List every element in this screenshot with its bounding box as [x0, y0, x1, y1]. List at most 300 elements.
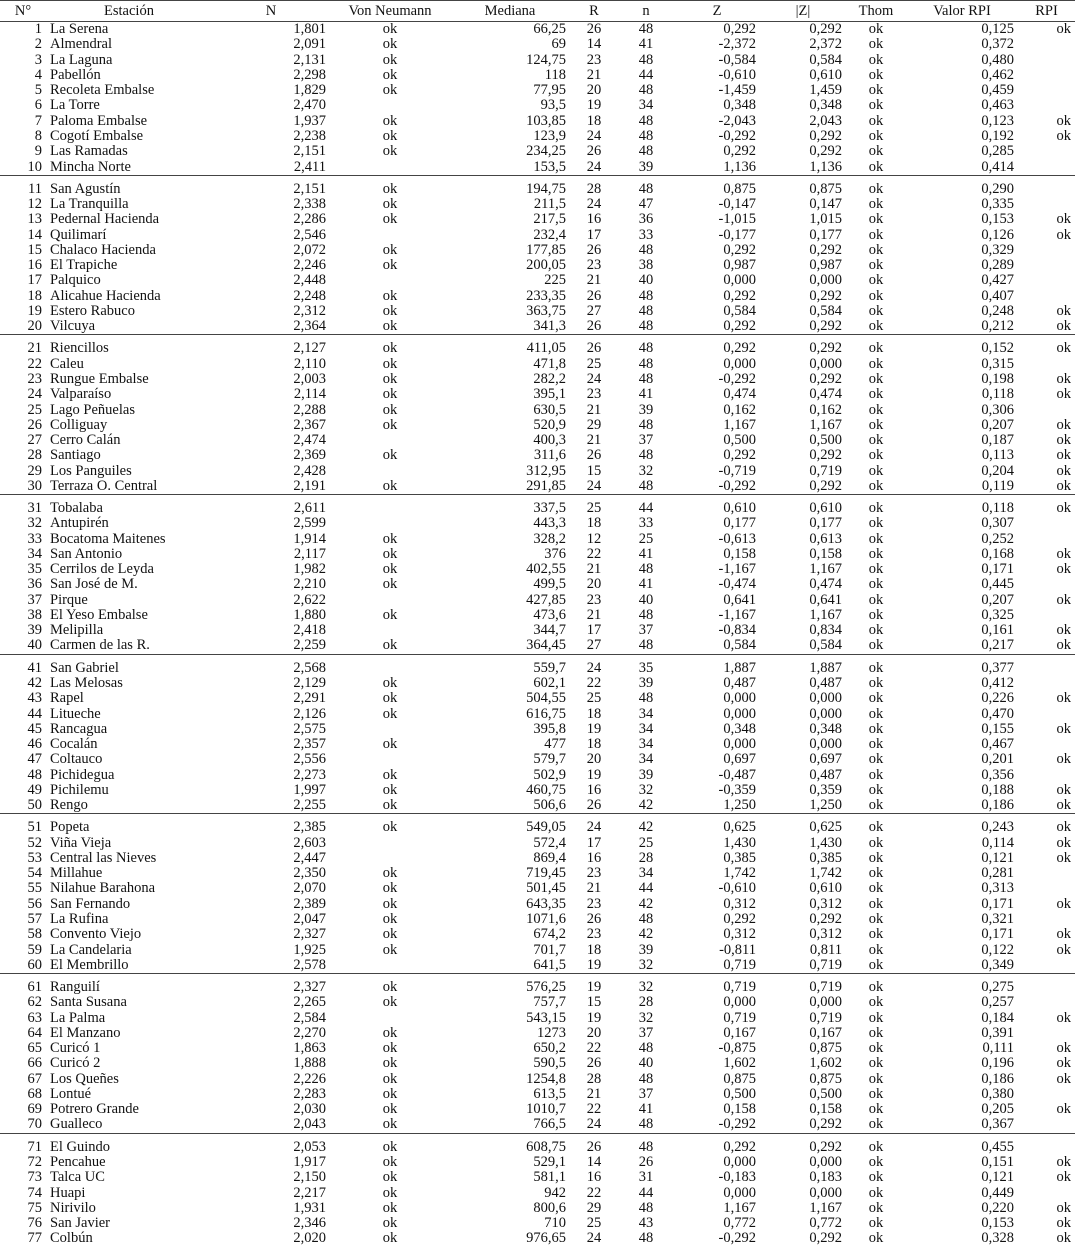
- abs-z-value: 0,000: [809, 690, 842, 707]
- row-number: 10: [27, 158, 42, 175]
- row-number: 1: [34, 21, 42, 38]
- thom-result: ok: [868, 606, 884, 623]
- thom-result: ok: [868, 994, 884, 1011]
- rpi-result: [1018, 83, 1075, 98]
- n-value: 2,411: [293, 158, 326, 175]
- station-name: Nilahue Barahona: [50, 880, 156, 897]
- abs-z-value: 0,312: [809, 895, 842, 912]
- r-value: 17: [586, 226, 602, 243]
- abs-z-value: 0,177: [809, 226, 842, 243]
- n-count: 48: [638, 241, 654, 258]
- mediana-value: 411,05: [450, 335, 570, 357]
- z-value: 0,584: [723, 302, 756, 319]
- r-value: 14: [586, 1153, 602, 1170]
- row-number: 44: [27, 705, 42, 722]
- mediana-value: 232,4: [533, 226, 566, 243]
- valor-rpi: 0,184: [981, 1009, 1014, 1026]
- table-row: [0, 159, 1075, 175]
- abs-z-value: 0,000: [809, 736, 842, 753]
- von-neumann-result: ok: [382, 1184, 398, 1201]
- station-name: La Rufina: [50, 911, 109, 927]
- valor-rpi: 0,171: [981, 926, 1014, 943]
- thom-result: ok: [868, 1101, 884, 1118]
- von-neumann-result: ok: [382, 370, 398, 387]
- table-row: [0, 387, 1075, 402]
- valor-rpi: 0,329: [981, 241, 1014, 258]
- rpi-result: [1018, 676, 1075, 691]
- mediana-value: 1254,8: [526, 1070, 566, 1087]
- rpi-result: ok: [1056, 1009, 1071, 1026]
- header-z: Z: [674, 1, 760, 22]
- rpi-result: ok: [1056, 370, 1071, 387]
- von-neumann-result: ok: [382, 911, 398, 927]
- n-value: 2,150: [293, 1169, 326, 1186]
- abs-z-value: 0,348: [809, 720, 842, 737]
- row-number: 69: [27, 1101, 42, 1118]
- table-row: [0, 83, 1075, 98]
- rpi-result: [1018, 881, 1075, 896]
- r-value: 23: [586, 926, 602, 943]
- table-row: [0, 1072, 1075, 1087]
- rpi-result: [1018, 912, 1075, 927]
- n-value: 1,801: [293, 21, 326, 38]
- z-value: -0,292: [718, 477, 756, 494]
- row-number: 61: [0, 973, 46, 995]
- station-name: Carmen de las R.: [50, 637, 150, 654]
- valor-rpi: 0,171: [981, 895, 1014, 912]
- n-value: 2,273: [293, 766, 326, 783]
- n-count: 32: [618, 973, 674, 995]
- mediana-value: 579,7: [533, 751, 566, 768]
- von-neumann-result: [330, 433, 450, 448]
- n-count: 42: [638, 797, 654, 814]
- mediana-value: 177,85: [526, 241, 566, 258]
- station-name: Curicó 1: [50, 1040, 101, 1057]
- abs-z-value: 0,474: [809, 576, 842, 593]
- r-value: 18: [586, 941, 602, 958]
- valor-rpi: 0,119: [981, 477, 1014, 494]
- mediana-value: 504,55: [526, 690, 566, 707]
- station-name: Alicahue Hacienda: [50, 287, 161, 304]
- von-neumann-result: [330, 494, 450, 516]
- table-row: [0, 197, 1075, 212]
- rpi-result: [1018, 706, 1075, 721]
- table-row: [0, 516, 1075, 531]
- thom-result: ok: [868, 370, 884, 387]
- row-number: 20: [27, 318, 42, 335]
- abs-z-value: 0,875: [809, 1070, 842, 1087]
- n-count: 34: [638, 97, 654, 114]
- von-neumann-result: ok: [382, 1040, 398, 1057]
- von-neumann-result: ok: [382, 66, 398, 83]
- valor-rpi: 0,307: [981, 515, 1014, 532]
- n-count: 48: [638, 561, 654, 578]
- von-neumann-result: ok: [382, 401, 398, 418]
- thom-result: ok: [868, 211, 884, 228]
- mediana-value: 234,25: [526, 143, 566, 160]
- r-value: 20: [586, 751, 602, 768]
- station-name: El Guindo: [46, 1133, 212, 1155]
- r-value: 20: [586, 82, 602, 99]
- thom-result: ok: [868, 82, 884, 99]
- n-count: 25: [638, 530, 654, 547]
- n-count: 34: [638, 736, 654, 753]
- r-value: 28: [570, 175, 618, 197]
- thom-result: ok: [868, 956, 884, 973]
- r-value: 26: [586, 287, 602, 304]
- r-value: 16: [586, 781, 602, 798]
- thom-result: ok: [868, 1024, 884, 1041]
- abs-z-value: 0,719: [760, 973, 846, 995]
- von-neumann-result: ok: [382, 637, 398, 654]
- n-count: 39: [638, 158, 654, 175]
- von-neumann-result: ok: [330, 814, 450, 836]
- station-name: San Fernando: [50, 895, 131, 912]
- r-value: 24: [570, 814, 618, 836]
- n-count: 42: [638, 926, 654, 943]
- n-value: 2,346: [293, 1215, 326, 1232]
- row-number: 48: [27, 766, 42, 783]
- n-count: 44: [618, 494, 674, 516]
- row-number: 35: [27, 561, 42, 578]
- row-number: 66: [27, 1055, 42, 1072]
- n-count: 48: [638, 416, 654, 433]
- thom-result: ok: [868, 637, 884, 654]
- valor-rpi: 0,367: [981, 1116, 1014, 1133]
- abs-z-value: 1,459: [809, 82, 842, 99]
- station-name: Rancagua: [50, 720, 108, 737]
- abs-z-value: 0,292: [809, 477, 842, 494]
- thom-result: ok: [868, 1116, 884, 1133]
- rpi-result: [1018, 866, 1075, 881]
- abs-z-value: 0,292: [809, 447, 842, 464]
- station-name: Coltauco: [50, 751, 103, 768]
- von-neumann-result: ok: [382, 447, 398, 464]
- z-value: 0,292: [723, 318, 756, 335]
- mediana-value: 650,2: [533, 1040, 566, 1057]
- von-neumann-result: ok: [382, 545, 398, 562]
- rpi-result: [1018, 1185, 1075, 1200]
- valor-rpi: 0,198: [981, 370, 1014, 387]
- r-value: 21: [586, 432, 602, 449]
- rpi-result: ok: [1056, 318, 1071, 335]
- n-value: 1,931: [293, 1199, 326, 1216]
- table-row: [0, 402, 1075, 417]
- station-name: San Agustín: [46, 175, 212, 197]
- station-name: Viña Vieja: [50, 834, 112, 851]
- thom-result: ok: [868, 736, 884, 753]
- von-neumann-result: ok: [382, 1199, 398, 1216]
- r-value: 16: [586, 1169, 602, 1186]
- mediana-value: 194,75: [450, 175, 570, 197]
- abs-z-value: 0,183: [809, 1169, 842, 1186]
- rpi-result: ok: [1056, 1055, 1071, 1072]
- r-value: 26: [586, 318, 602, 335]
- z-value: 0,292: [674, 335, 760, 357]
- n-count: 28: [638, 849, 654, 866]
- r-value: 18: [586, 515, 602, 532]
- r-value: 22: [586, 675, 602, 692]
- r-value: 14: [586, 36, 602, 53]
- r-value: 24: [586, 370, 602, 387]
- table-row: [0, 1056, 1075, 1071]
- n-value: 2,288: [293, 401, 326, 418]
- valor-rpi: 0,151: [981, 1153, 1014, 1170]
- z-value: 0,000: [723, 690, 756, 707]
- valor-rpi: 0,153: [981, 211, 1014, 228]
- r-value: 19: [586, 956, 602, 973]
- z-value: 0,719: [723, 1009, 756, 1026]
- z-value: 0,000: [723, 272, 756, 289]
- von-neumann-result: [330, 836, 450, 851]
- von-neumann-result: ok: [382, 21, 398, 38]
- r-value: 27: [586, 302, 602, 319]
- thom-result: ok: [868, 257, 884, 274]
- mediana-value: 630,5: [533, 401, 566, 418]
- r-value: 21: [586, 606, 602, 623]
- table-row: [0, 53, 1075, 68]
- abs-z-value: 0,487: [809, 675, 842, 692]
- rpi-result: ok: [1056, 834, 1071, 851]
- thom-result: ok: [868, 675, 884, 692]
- mediana-value: 976,65: [526, 1230, 566, 1247]
- station-name: Las Ramadas: [50, 143, 128, 160]
- row-number: 60: [27, 956, 42, 973]
- abs-z-value: 0,167: [809, 1024, 842, 1041]
- von-neumann-result: ok: [382, 530, 398, 547]
- station-name: Rapel: [50, 690, 84, 707]
- valor-rpi: 0,186: [981, 1070, 1014, 1087]
- thom-result: ok: [868, 477, 884, 494]
- table-row: [0, 608, 1075, 623]
- n-value: 2,259: [293, 637, 326, 654]
- von-neumann-result: ok: [382, 797, 398, 814]
- rpi-result: ok: [1056, 781, 1071, 798]
- n-value: 1,997: [293, 781, 326, 798]
- n-count: 48: [618, 175, 674, 197]
- von-neumann-result: [330, 654, 450, 676]
- mediana-value: 501,45: [526, 880, 566, 897]
- row-number: 68: [27, 1085, 42, 1102]
- valor-rpi: 0,281: [981, 865, 1014, 882]
- von-neumann-result: ok: [382, 895, 398, 912]
- abs-z-value: 1,167: [809, 561, 842, 578]
- r-value: 26: [586, 1055, 602, 1072]
- station-name: San Antonio: [50, 545, 123, 562]
- z-value: 0,000: [723, 1184, 756, 1201]
- thom-result: ok: [868, 911, 884, 927]
- rpi-result: [1018, 68, 1075, 83]
- mediana-value: 395,1: [533, 386, 566, 403]
- table-row: [0, 836, 1075, 851]
- z-value: 0,292: [723, 241, 756, 258]
- mediana-value: 590,5: [533, 1055, 566, 1072]
- thom-result: ok: [868, 1184, 884, 1201]
- z-value: -0,292: [718, 370, 756, 387]
- table-row: [0, 129, 1075, 144]
- abs-z-value: 0,292: [809, 318, 842, 335]
- valor-rpi: 0,462: [981, 66, 1014, 83]
- row-number: 51: [0, 814, 46, 836]
- n-value: 2,338: [293, 196, 326, 213]
- thom-result: ok: [846, 335, 906, 357]
- rpi-result: [1018, 958, 1075, 974]
- n-value: 2,385: [212, 814, 330, 836]
- mediana-value: 572,4: [533, 834, 566, 851]
- table-row: [0, 851, 1075, 866]
- n-value: 2,070: [293, 880, 326, 897]
- valor-rpi: 0,111: [982, 1040, 1014, 1057]
- row-number: 73: [27, 1169, 42, 1186]
- valor-rpi: 0,427: [981, 272, 1014, 289]
- mediana-value: 93,5: [540, 97, 566, 114]
- von-neumann-result: ok: [382, 1116, 398, 1133]
- z-value: 1,742: [723, 865, 756, 882]
- table-row: [0, 227, 1075, 242]
- rpi-result: ok: [1056, 1040, 1071, 1057]
- r-value: 26: [586, 797, 602, 814]
- n-count: 48: [638, 606, 654, 623]
- valor-rpi: 0,207: [981, 416, 1014, 433]
- r-value: 26: [570, 335, 618, 357]
- valor-rpi: 0,372: [981, 36, 1014, 53]
- valor-rpi: 0,168: [981, 545, 1014, 562]
- thom-result: ok: [868, 591, 884, 608]
- r-value: 20: [586, 1024, 602, 1041]
- table-row: [0, 691, 1075, 706]
- n-value: 2,114: [293, 386, 326, 403]
- n-count: 28: [638, 994, 654, 1011]
- n-value: 1,917: [293, 1153, 326, 1170]
- table-row: [0, 22, 1075, 38]
- valor-rpi: 0,335: [981, 196, 1014, 213]
- rpi-result: ok: [1056, 1169, 1071, 1186]
- z-value: -1,459: [718, 82, 756, 99]
- station-name: Rengo: [50, 797, 88, 814]
- von-neumann-result: ok: [382, 257, 398, 274]
- valor-rpi: 0,306: [981, 401, 1014, 418]
- abs-z-value: 0,487: [809, 766, 842, 783]
- z-value: 0,348: [723, 720, 756, 737]
- header-abs-z: |Z|: [760, 1, 846, 22]
- z-value: 0,000: [723, 994, 756, 1011]
- von-neumann-result: ok: [382, 1070, 398, 1087]
- table-row: [0, 357, 1075, 372]
- rpi-result: ok: [1056, 622, 1071, 639]
- row-number: 22: [27, 355, 42, 372]
- r-value: 25: [586, 690, 602, 707]
- z-value: 0,625: [674, 814, 760, 836]
- table-row: [0, 722, 1075, 737]
- valor-rpi: 0,455: [906, 1133, 1018, 1155]
- row-number: 45: [27, 720, 42, 737]
- row-number: 65: [27, 1040, 42, 1057]
- station-name: Curicó 2: [50, 1055, 101, 1072]
- abs-z-value: 2,372: [809, 36, 842, 53]
- thom-result: ok: [868, 21, 884, 38]
- table-row: [0, 98, 1075, 113]
- station-name: Cocalán: [50, 736, 98, 753]
- thom-result: ok: [868, 51, 884, 68]
- n-value: 2,327: [212, 973, 330, 995]
- mediana-value: 460,75: [526, 781, 566, 798]
- valor-rpi: 0,152: [906, 335, 1018, 357]
- n-value: 1,888: [293, 1055, 326, 1072]
- r-value: 21: [586, 880, 602, 897]
- valor-rpi: 0,204: [981, 462, 1014, 479]
- n-count: 33: [638, 515, 654, 532]
- valor-rpi: 0,125: [981, 21, 1014, 38]
- station-name: Los Queñes: [50, 1070, 119, 1087]
- valor-rpi: 0,113: [981, 447, 1014, 464]
- row-number: 54: [27, 865, 42, 882]
- row-number: 11: [0, 175, 46, 197]
- n-count: 34: [638, 720, 654, 737]
- mediana-value: 613,5: [533, 1085, 566, 1102]
- n-value: 2,126: [293, 705, 326, 722]
- station-name: Huapi: [50, 1184, 86, 1201]
- valor-rpi: 0,171: [981, 561, 1014, 578]
- row-number: 71: [0, 1133, 46, 1155]
- station-name: Pedernal Hacienda: [50, 211, 160, 228]
- rpi-result: ok: [1056, 1230, 1071, 1247]
- mediana-value: 200,05: [526, 257, 566, 274]
- station-name: Palquico: [50, 272, 101, 289]
- table-row: [0, 418, 1075, 433]
- n-value: 2,110: [293, 355, 326, 372]
- station-name: Quilimarí: [50, 226, 107, 243]
- row-number: 53: [27, 849, 42, 866]
- n-value: 2,447: [293, 849, 326, 866]
- von-neumann-result: [330, 593, 450, 608]
- n-count: 34: [638, 751, 654, 768]
- thom-result: ok: [868, 1153, 884, 1170]
- n-value: 2,003: [293, 370, 326, 387]
- row-number: 37: [27, 591, 42, 608]
- n-count: 35: [618, 654, 674, 676]
- rpi-result: ok: [1056, 720, 1071, 737]
- von-neumann-result: [330, 516, 450, 531]
- thom-result: ok: [868, 880, 884, 897]
- von-neumann-result: ok: [382, 561, 398, 578]
- n-value: 2,369: [293, 447, 326, 464]
- rpi-result: ok: [1056, 477, 1071, 494]
- header-row: [0, 1, 1075, 22]
- thom-result: ok: [868, 1169, 884, 1186]
- r-value: 19: [570, 973, 618, 995]
- table-row: [0, 1185, 1075, 1200]
- header-rpi: RPI: [1018, 1, 1075, 22]
- von-neumann-result: ok: [382, 1169, 398, 1186]
- rpi-result: ok: [1018, 494, 1075, 516]
- von-neumann-result: ok: [330, 1133, 450, 1155]
- table-row: [0, 212, 1075, 227]
- rpi-result: [1018, 53, 1075, 68]
- thom-result: ok: [868, 196, 884, 213]
- table-row: [0, 577, 1075, 592]
- von-neumann-result: ok: [382, 865, 398, 882]
- thom-result: ok: [868, 545, 884, 562]
- thom-result: ok: [868, 622, 884, 639]
- abs-z-value: 0,177: [809, 515, 842, 532]
- rpi-result: ok: [1056, 895, 1071, 912]
- r-value: 29: [586, 1199, 602, 1216]
- valor-rpi: 0,153: [981, 1215, 1014, 1232]
- z-value: 0,292: [723, 21, 756, 38]
- n-value: 2,428: [293, 462, 326, 479]
- row-number: 55: [27, 880, 42, 897]
- abs-z-value: 0,772: [809, 1215, 842, 1232]
